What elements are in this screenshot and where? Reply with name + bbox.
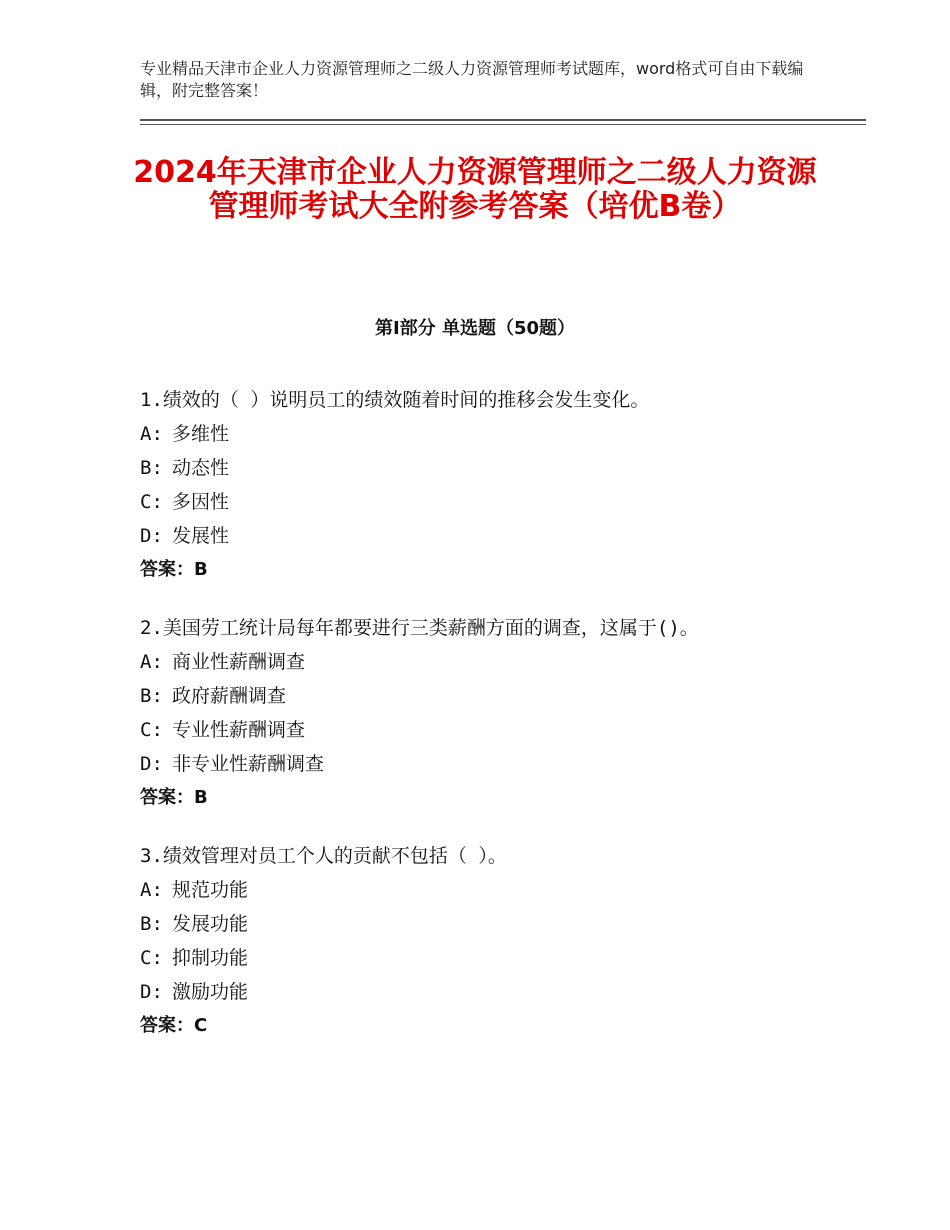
- option-label: D:: [140, 981, 163, 1003]
- question-3: [140, 839, 860, 1043]
- option-label: B:: [140, 685, 163, 707]
- option-label: B:: [140, 457, 163, 479]
- option-text: 多因性: [172, 491, 230, 513]
- option-label: A:: [140, 879, 163, 901]
- option-d: [140, 519, 860, 553]
- option-text: 商业性薪酬调查: [172, 651, 306, 673]
- option-label: D:: [140, 525, 163, 547]
- option-text: 非专业性薪酬调查: [172, 753, 325, 775]
- header-note: 专业精品天津市企业人力资源管理师之二级人力资源管理师考试题库，word格式可自由下载编辑，附完整答案！: [140, 59, 804, 100]
- answer: 答案：B: [140, 787, 208, 808]
- option-label: C:: [140, 491, 163, 513]
- option-c: [140, 485, 860, 519]
- option-text: 多维性: [172, 423, 230, 445]
- document-title: 2024年天津市企业人力资源管理师之二级人力资源管理师考试大全附参考答案（培优B卷）: [133, 155, 817, 224]
- option-d: [140, 747, 860, 781]
- option-label: B:: [140, 913, 163, 935]
- option-c: [140, 713, 860, 747]
- option-text: 专业性薪酬调查: [172, 719, 306, 741]
- option-label: C:: [140, 947, 163, 969]
- option-b: [140, 451, 860, 485]
- option-d: [140, 975, 860, 1009]
- question-2: [140, 611, 860, 815]
- option-text: 发展功能: [172, 913, 249, 935]
- header-divider-thick: [140, 119, 866, 121]
- option-text: 抑制功能: [172, 947, 249, 969]
- question-stem: 3.绩效管理对员工个人的贡献不包括（ ）。: [140, 845, 507, 867]
- option-label: A:: [140, 651, 163, 673]
- question-list: [140, 383, 860, 1067]
- question-1: [140, 383, 860, 587]
- question-stem: 1.绩效的（ ）说明员工的绩效随着时间的推移会发生变化。: [140, 389, 650, 411]
- option-text: 动态性: [172, 457, 230, 479]
- option-a: [140, 645, 860, 679]
- question-stem: 2.美国劳工统计局每年都要进行三类薪酬方面的调查，这属于()。: [140, 617, 699, 639]
- option-c: [140, 941, 860, 975]
- option-label: D:: [140, 753, 163, 775]
- option-a: [140, 873, 860, 907]
- answer: 答案：C: [140, 1015, 208, 1036]
- option-text: 规范功能: [172, 879, 249, 901]
- option-label: A:: [140, 423, 163, 445]
- option-b: [140, 679, 860, 713]
- header-divider-thin: [140, 124, 866, 125]
- answer: 答案：B: [140, 559, 208, 580]
- option-text: 激励功能: [172, 981, 249, 1003]
- section-title: 第Ⅰ部分 单选题（50题）: [374, 318, 575, 339]
- option-b: [140, 907, 860, 941]
- option-text: 发展性: [172, 525, 230, 547]
- option-label: C:: [140, 719, 163, 741]
- option-text: 政府薪酬调查: [172, 685, 287, 707]
- option-a: [140, 417, 860, 451]
